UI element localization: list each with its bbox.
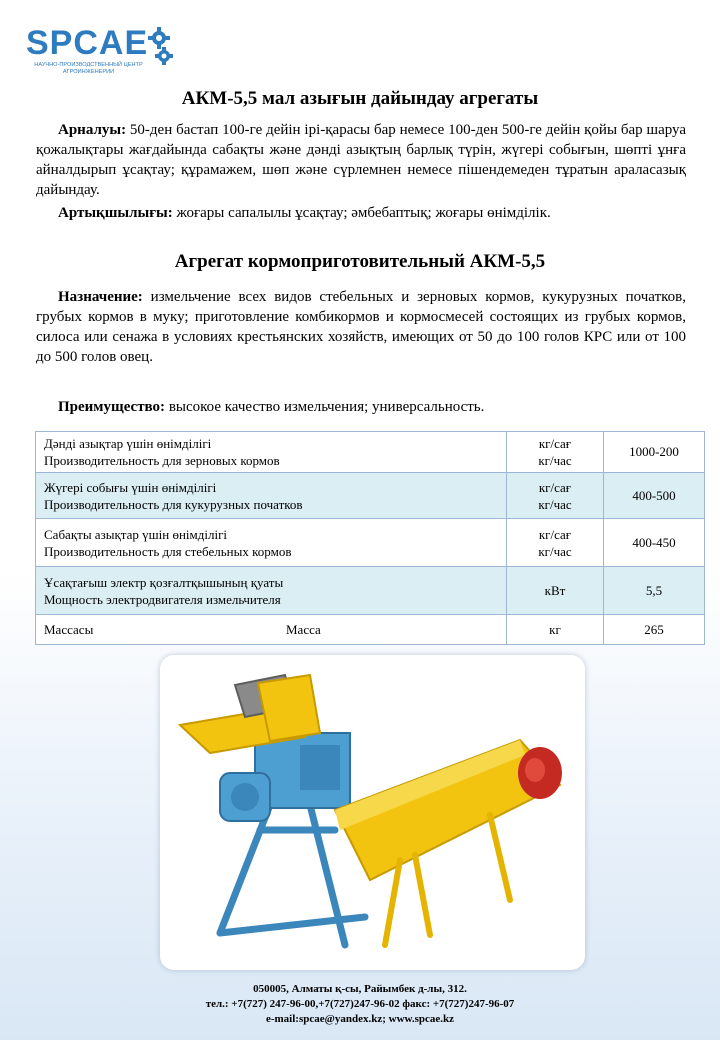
ru-advantage-text: высокое качество измельчения; универсальность.	[165, 399, 485, 415]
gear-icon	[142, 26, 176, 66]
spec-unit-ru: кг/час	[538, 453, 572, 468]
spec-name-kz: Дәнді азықтар үшін өнімділігі	[44, 436, 212, 451]
spec-unit-ru: кг/час	[538, 496, 572, 512]
spcae-logo	[24, 22, 184, 82]
logo-subtitle: НАУЧНО-ПРОИЗВОДСТВЕННЫЙ ЦЕНТР АГРОИНЖЕНЕРИИ	[34, 62, 143, 75]
spec-name-ru: Производительность для зерновых кормов	[44, 453, 280, 468]
ru-purpose-label: Назначение:	[58, 289, 143, 305]
spec-value: 265	[604, 615, 705, 645]
spec-name-ru: Масса	[286, 622, 321, 637]
kz-title: АКМ-5,5 мал азығын дайындау агрегаты	[181, 88, 539, 109]
spec-value: 400-450	[604, 519, 705, 567]
spec-unit-ru: кг/час	[538, 543, 572, 559]
spec-name-ru: Мощность электродвигателя измельчителя	[44, 591, 281, 607]
ru-advantage-label: Преимущество:	[58, 399, 166, 415]
ru-purpose-paragraph	[36, 287, 686, 367]
spec-value: 1000-200	[604, 432, 705, 473]
footer	[0, 982, 720, 1027]
kz-purpose-text: 50-ден бастап 100-ге дейін ірі-қарасы бар немесе 100-ден 500-ге дейін қойы бар шаруа қожалықтары жағдайында сабақты және дәнді азықтың барлық түрін, жүгері собығын, шөпті ұнға айналдырып ұсақтау; құрамажем, шөп және сүрлемнен немесе пішендемеден тұратын араласазық дайындау.	[36, 122, 686, 198]
feed-grinder-illustration	[160, 655, 585, 970]
kz-advantage-label: Артықшылығы:	[58, 205, 173, 221]
spec-unit-kz: кг/сағ	[538, 526, 572, 542]
spec-value: 400-500	[604, 473, 705, 519]
kz-advantage-paragraph	[36, 203, 686, 223]
spec-unit-kz: кг/сағ	[538, 479, 572, 495]
ru-title: Агрегат кормоприготовительный АКМ-5,5	[174, 251, 546, 272]
table-row	[36, 567, 705, 615]
spec-name-kz: Сабақты азықтар үшін өнімділігі	[44, 526, 228, 542]
table-row	[36, 519, 705, 567]
spec-name-kz: Ұсақтағыш электр қозғалтқышының қуаты	[44, 574, 284, 590]
table-row	[36, 432, 705, 473]
kz-purpose-paragraph	[36, 120, 686, 200]
spec-name-ru: Производительность для кукурузных початков	[44, 496, 303, 512]
footer-contacts: e-mail:spcae@yandex.kz; www.spcae.kz	[265, 1013, 455, 1025]
spec-name-ru: Производительность для стебельных кормов	[44, 543, 292, 559]
spec-unit: кг	[507, 615, 604, 645]
spec-unit: кВт	[507, 567, 604, 615]
specs-table	[35, 431, 705, 645]
spec-unit-kz: кг/сағ	[538, 436, 572, 451]
kz-purpose-label: Арналуы:	[58, 122, 127, 138]
spec-name-kz: Массасы	[44, 622, 94, 637]
kz-advantage-text: жоғары сапалылы ұсақтау; әмбебаптық; жоғары өнімділік.	[172, 205, 551, 221]
table-row	[36, 615, 705, 645]
ru-purpose-text: измельчение всех видов стебельных и зерновых кормов, кукурузных початков, грубых кормов в муку; приготовление комбикормов и кормосмесей состоящих из грубых кормов, силоса или сенажа в условиях крестьянских хозяйств, имеющих от 50 до 100 голов КРС или от 100 до 500 голов овец.	[36, 289, 686, 365]
footer-address: 050005, Алматы қ-сы, Райымбек д-лы, 312.	[253, 983, 467, 995]
product-photo	[160, 655, 585, 970]
logo-text: SPCAE	[26, 24, 149, 62]
spec-value: 5,5	[604, 567, 705, 615]
spec-name-kz: Жүгері собығы үшін өнімділігі	[44, 479, 217, 495]
footer-phones: тел.: +7(727) 247-96-00,+7(727)247-96-02 факс: +7(727)247-96-07	[205, 998, 515, 1010]
ru-advantage-paragraph	[36, 397, 686, 417]
table-row	[36, 473, 705, 519]
